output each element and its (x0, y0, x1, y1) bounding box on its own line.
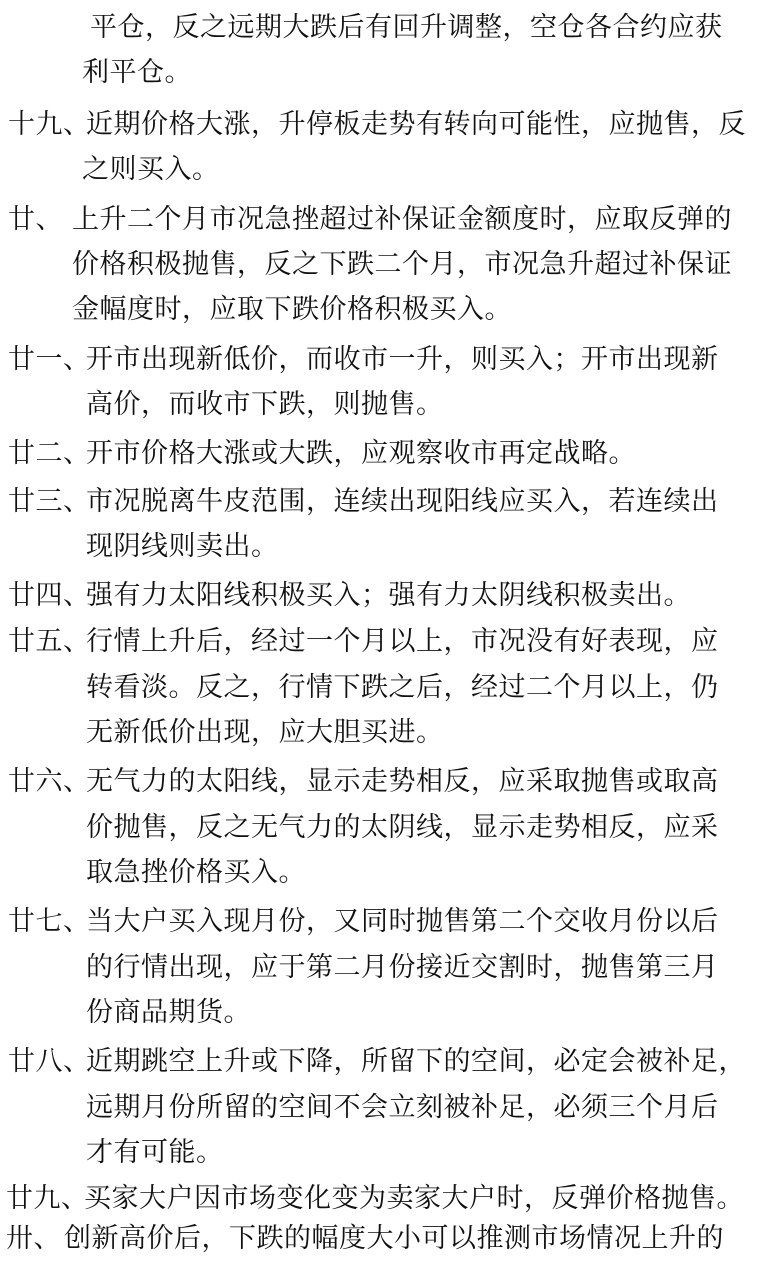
item-label: 廿、 (8, 204, 63, 235)
item-label: 廿三、 (8, 486, 91, 517)
line-text: 远期月份所留的空间不会立刻被补足，必须三个月后 (86, 1092, 719, 1123)
line-text: 金幅度时，应取下跌价格积极买入。 (72, 294, 512, 325)
line-text: 转看淡。反之，行情下跌之后，经过二个月以上，仍 (86, 672, 719, 703)
line-text: 的行情出现，应于第二月份接近交割时，抛售第三月 (86, 952, 719, 983)
line-text: 近期跳空上升或下降，所留下的空间，必定会被补足， (86, 1046, 746, 1077)
line-text: 强有力太阳线积极买入；强有力太阴线积极卖出。 (86, 580, 691, 611)
line-text: 无新低价出现，应大胆买进。 (86, 717, 444, 748)
item-label: 廿二、 (8, 438, 91, 469)
item-label: 廿五、 (8, 626, 91, 657)
line-text: 近期价格大涨，升停板走势有转向可能性，应抛售，反 (86, 109, 746, 140)
line-text: 才有可能。 (86, 1137, 224, 1168)
line-text: 取急挫价格买入。 (86, 857, 306, 888)
item-label: 廿八、 (8, 1046, 91, 1077)
item-label: 十九、 (8, 109, 91, 140)
line-text: 当大户买入现月份，又同时抛售第二个交收月份以后 (86, 906, 719, 937)
line-text: 现阴线则卖出。 (86, 531, 279, 562)
line-text: 创新高价后，下跌的幅度大小可以推测市场情况上升的 (64, 1223, 724, 1254)
line-text: 开市出现新低价，而收市一升，则买入；开市出现新 (86, 344, 719, 375)
line-text: 无气力的太阳线，显示走势相反，应采取抛售或取高 (86, 766, 719, 797)
item-label: 廿一、 (8, 344, 91, 375)
item-label: 卅、 (6, 1223, 61, 1254)
line-text: 高价，而收市下跌，则抛售。 (86, 389, 444, 420)
line-text: 买家大户因市场变化变为卖家大户时，反弹价格抛售。 (84, 1183, 744, 1214)
item-label: 廿九、 (6, 1183, 89, 1214)
line-text: 价格积极抛售，反之下跌二个月，市况急升超过补保证 (72, 249, 732, 280)
line-text: 份商品期货。 (86, 997, 251, 1028)
line-text: 价抛售，反之无气力的太阴线，显示走势相反，应采 (86, 812, 719, 843)
line-text: 平仓，反之远期大跌后有回升调整，空仓各合约应获 (90, 12, 723, 43)
line-text: 利平仓。 (82, 57, 192, 88)
line-text: 开市价格大涨或大跌，应观察收市再定战略。 (86, 438, 636, 469)
item-label: 廿四、 (8, 580, 91, 611)
line-text: 市况脱离牛皮范围，连续出现阳线应买入，若连续出 (86, 486, 719, 517)
line-text: 上升二个月市况急挫超过补保证金额度时，应取反弹的 (72, 204, 732, 235)
line-text: 之则买入。 (82, 154, 220, 185)
line-text: 行情上升后，经过一个月以上，市况没有好表现，应 (86, 626, 719, 657)
item-label: 廿七、 (8, 906, 91, 937)
item-label: 廿六、 (8, 766, 91, 797)
